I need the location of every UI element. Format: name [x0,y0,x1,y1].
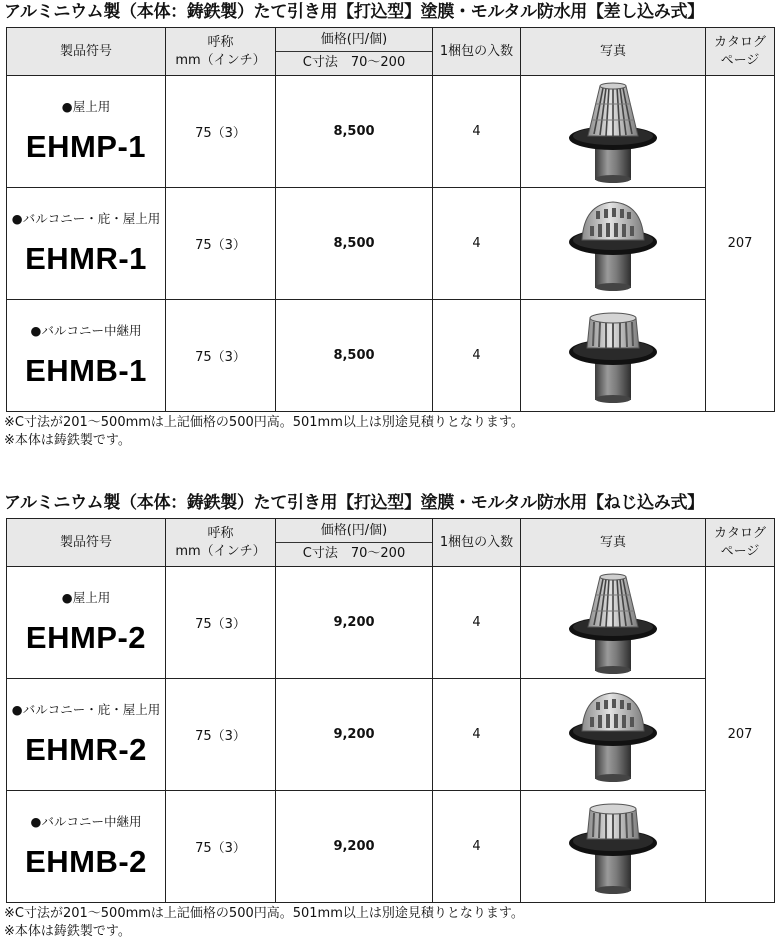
header-nominal-line2: mm（インチ） [175,52,266,68]
table-row [7,300,775,412]
drain-photo-cage [568,799,658,895]
header-catalog-line1: カタログ [713,525,766,541]
header-product: 製品符号 [7,28,166,76]
notes [4,414,524,450]
price: 9,200 [276,791,433,903]
nominal-size: 75（3） [166,679,276,791]
product-cell [7,76,166,188]
header-price-line2: C寸法 70～200 [302,546,406,561]
header-price-line1: 価格(円/個) [276,28,432,52]
header-catalog-line2: ページ [720,543,760,559]
product-code: EHMR-1 [25,240,147,276]
photo-cell [521,76,706,188]
notes [4,905,524,941]
product-cell [7,679,166,791]
header-price [276,519,433,567]
header-product: 製品符号 [7,519,166,567]
section-title: アルミニウム製（本体：鋳鉄製）たて引き用【打込型】塗膜・モルタル防水用【差し込み式】 [4,2,704,22]
product-code: EHMB-1 [25,352,147,388]
package-qty: 4 [433,188,521,300]
photo-cell [521,567,706,679]
header-nominal [166,519,276,567]
section-title: アルミニウム製（本体：鋳鉄製）たて引き用【打込型】塗膜・モルタル防水用【ねじ込み式】 [4,493,704,513]
catalog-page: 207 [706,76,775,412]
note-line: ※本体は鋳鉄製です。 [4,924,131,939]
package-qty: 4 [433,300,521,412]
header-qty: 1梱包の入数 [433,519,521,567]
product-use: ●バルコニー・庇・屋上用 [11,210,161,226]
product-use: ●バルコニー中継用 [30,322,142,338]
price: 9,200 [276,679,433,791]
package-qty: 4 [433,76,521,188]
product-table [6,518,775,903]
header-price-line2: C寸法 70～200 [302,55,406,70]
header-row [7,28,775,76]
product-use: ●屋上用 [61,589,111,605]
header-catalog-line2: ページ [720,52,760,68]
product-code: EHMP-1 [25,128,147,164]
header-nominal-line1: 呼称 [207,525,234,541]
table-row [7,791,775,903]
catalog-page: 207 [706,567,775,903]
product-cell [7,791,166,903]
header-price-line1: 価格(円/個) [276,519,432,543]
header-nominal [166,28,276,76]
header-nominal-line2: mm（インチ） [175,543,266,559]
nominal-size: 75（3） [166,300,276,412]
price: 8,500 [276,300,433,412]
product-use: ●屋上用 [61,98,111,114]
package-qty: 4 [433,679,521,791]
product-code: EHMB-2 [25,843,147,879]
note-line: ※本体は鋳鉄製です。 [4,433,131,448]
product-cell [7,300,166,412]
header-photo: 写真 [521,519,706,567]
header-catalog [706,28,775,76]
drain-photo-cage [568,308,658,404]
photo-cell [521,300,706,412]
table-row [7,679,775,791]
table-row [7,567,775,679]
price: 8,500 [276,76,433,188]
table-row [7,188,775,300]
note-line: ※C寸法が201～500mmは上記価格の500円高。501mm以上は別途見積りとなります。 [4,906,524,921]
product-cell [7,567,166,679]
price: 9,200 [276,567,433,679]
nominal-size: 75（3） [166,188,276,300]
drain-photo-dome-tall [568,571,658,675]
header-nominal-line1: 呼称 [207,34,234,50]
product-use: ●バルコニー・庇・屋上用 [11,701,161,717]
header-catalog [706,519,775,567]
package-qty: 4 [433,791,521,903]
drain-photo-dome-flat [568,196,658,292]
nominal-size: 75（3） [166,791,276,903]
nominal-size: 75（3） [166,76,276,188]
table-row [7,76,775,188]
product-table [6,27,775,412]
product-cell [7,188,166,300]
product-use: ●バルコニー中継用 [30,813,142,829]
package-qty: 4 [433,567,521,679]
photo-cell [521,679,706,791]
header-catalog-line1: カタログ [713,34,766,50]
price: 8,500 [276,188,433,300]
header-row [7,519,775,567]
nominal-size: 75（3） [166,567,276,679]
product-code: EHMR-2 [25,731,147,767]
product-code: EHMP-2 [25,619,147,655]
header-qty: 1梱包の入数 [433,28,521,76]
photo-cell [521,188,706,300]
drain-photo-dome-tall [568,80,658,184]
header-price [276,28,433,76]
note-line: ※C寸法が201～500mmは上記価格の500円高。501mm以上は別途見積りとなります。 [4,415,524,430]
drain-photo-dome-flat [568,687,658,783]
header-photo: 写真 [521,28,706,76]
photo-cell [521,791,706,903]
